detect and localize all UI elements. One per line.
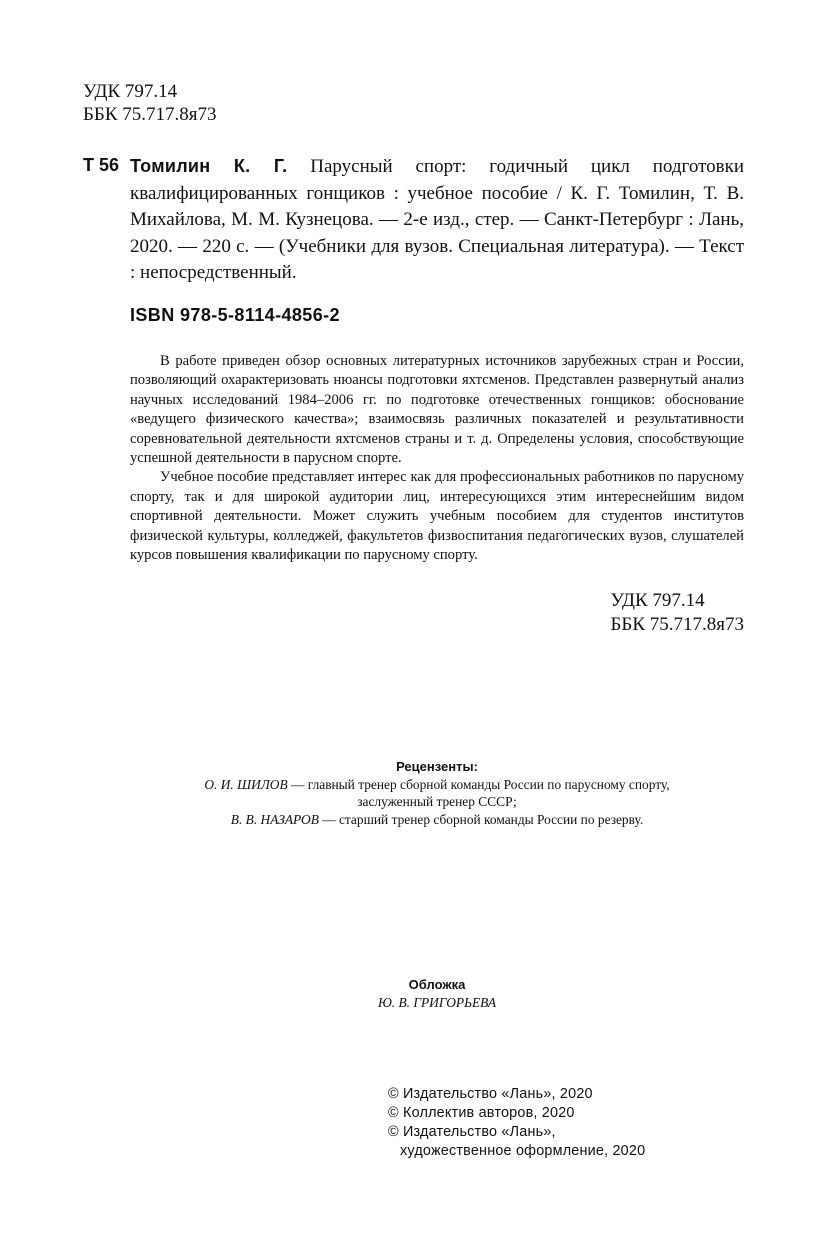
reviewer-description: — главный тренер сборной команды России по парусному спорту, [287, 776, 670, 792]
author-mark: Т 56 [83, 155, 120, 175]
reviewer-line [130, 811, 744, 829]
reviewer-description-continued: заслуженный тренер СССР; [357, 794, 517, 809]
bbk-code: ББК 75.717.8я73 [83, 104, 217, 125]
cover-heading: Обложка [408, 977, 466, 992]
copyright-line: © Издательство «Лань», 2020 [388, 1086, 593, 1102]
reviewers-heading: Рецензенты: [396, 759, 478, 774]
cover-designer: Ю. В. ГРИГОРЬЕВА [377, 995, 497, 1010]
entry-description: Парусный спорт: годичный цикл подготовки квалифицированных гонщиков : учебное пособие / К. Г. Томилин, Т. В. Михайлова, М. М. Кузнецова. — 2-е изд., стер. — Санкт-Петербург : Лань, 2020. — 220 с. — (Учебники для вузов. Специальная литература). — Текст : непосредственный. [130, 156, 745, 283]
copyright-line: художественное оформление, 2020 [400, 1143, 646, 1159]
reviewer-name: В. В. НАЗАРОВ [230, 811, 319, 827]
classification-codes-top [83, 80, 216, 126]
copyright-line: © Коллектив авторов, 2020 [388, 1105, 575, 1121]
reviewers-section [130, 758, 744, 828]
udk-code: УДК 797.14 [83, 81, 178, 102]
reviewer-name: О. И. ШИЛОВ [204, 776, 288, 792]
udk-code: УДК 797.14 [610, 590, 705, 611]
reviewer-line [130, 776, 744, 794]
isbn: ISBN 978-5-8114-4856-2 [130, 305, 340, 325]
copyright-block [388, 1085, 645, 1161]
classification-codes-bottom [611, 589, 744, 637]
annotation [130, 352, 744, 565]
entry-author: Томилин К. Г. [130, 156, 288, 176]
reviewer-description: — старший тренер сборной команды России по резерву. [318, 811, 644, 827]
annotation-paragraph: Учебное пособие представляет интерес как для профессиональных работников по парусному спорту, так и для широкой аудитории лиц, интересующихся этим интереснейшим видом спортивной деятельности. Может служить учебным пособием для студентов институтов физической культуры, колледжей, факультетов физвоспитания педагогических вузов, слушателей курсов повышения квалификации по парусному спорту. [130, 469, 744, 564]
annotation-paragraph: В работе приведен обзор основных литературных источников зарубежных стран и России, позволяющий охарактеризовать нюансы подготовки яхтсменов. Представлен развернутый анализ научных исследований 1984–2006 гг. по подготовке отечественных гонщиков: обоснование «ведущего физического качества»; взаимосвязь различных показателей и результативности соревновательной деятельности яхтсменов страны и т. д. Определены условия, способствующие успешной деятельности в парусном спорте. [130, 353, 744, 467]
bbk-code: ББК 75.717.8я73 [610, 614, 744, 635]
bibliographic-entry [130, 153, 744, 287]
cover-credit [130, 976, 744, 1012]
copyright-line: © Издательство «Лань», [388, 1124, 556, 1140]
